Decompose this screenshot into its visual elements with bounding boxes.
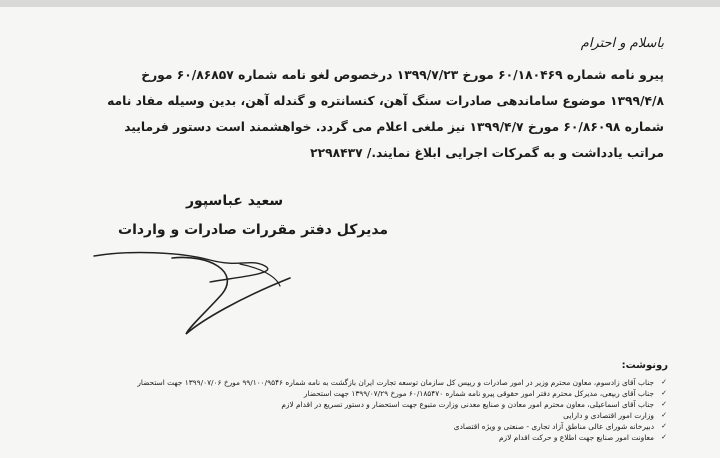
cc-item-text: جناب آقای ربیعی، مدیرکل محترم دفتر امور حقوقی پیرو نامه شماره ۶۰/۱۸۵۴۷۰ مورخ ۱۳۹۹/۰۷/۲۹ جهت استحضار	[303, 389, 654, 398]
signatory-title: مدیرکل دفتر مقررات صادرات و واردات	[118, 222, 389, 238]
letter-body	[54, 62, 664, 166]
cc-item	[68, 399, 668, 410]
greeting: باسلام و احترام	[580, 36, 664, 51]
body-line: شماره ۶۰/۸۶۰۹۸ مورخ ۱۳۹۹/۴/۷ نیز ملغی اعلام می گردد. خواهشمند است دستور فرمایید	[124, 120, 664, 134]
checkmark-icon: ✓	[661, 389, 667, 397]
checkmark-icon: ✓	[661, 433, 667, 441]
top-edge	[0, 0, 720, 7]
handwritten-signature	[90, 238, 320, 338]
cc-item-text: جناب آقای زادسوم، معاون محترم وزیر در امور صادرات و رییس کل سازمان توسعه تجارت ایران بازگشت به نامه شماره ۹۹/۱۰۰/۹۵۴۶ مورخ ۱۳۹۹/۰۷/۰۶ جهت استحضار	[137, 378, 654, 387]
body-line: مراتب یادداشت و به گمرکات اجرایی ابلاغ نمایند./ ۲۲۹۸۴۳۷	[310, 146, 664, 160]
cc-item	[68, 421, 668, 432]
cc-item-text: دبیرخانه شورای عالی مناطق آزاد تجاری - صنعتی و ویژه اقتصادی	[453, 422, 654, 431]
cc-item-text: معاونت امور صنایع جهت اطلاع و حرکت اقدام لازم	[498, 433, 654, 442]
cc-title: رونوشت:	[621, 360, 668, 371]
body-line: پیرو نامه شماره ۶۰/۱۸۰۴۶۹ مورخ ۱۳۹۹/۷/۲۳ درخصوص لغو نامه شماره ۶۰/۸۶۸۵۷ مورخ	[141, 68, 664, 82]
cc-item	[68, 388, 668, 399]
body-line: ۱۳۹۹/۴/۸ موضوع ساماندهی صادرات سنگ آهن، کنسانتره و گندله آهن، بدین وسیله مفاد نامه	[107, 94, 664, 108]
signatory-name: سعید عباسپور	[186, 193, 284, 209]
cc-item	[68, 377, 668, 388]
cc-item-text: وزارت امور اقتصادی و دارایی	[563, 411, 654, 420]
cc-section	[68, 360, 668, 443]
checkmark-icon: ✓	[661, 400, 667, 408]
checkmark-icon: ✓	[661, 422, 667, 430]
checkmark-icon: ✓	[661, 378, 667, 386]
cc-item-text: جناب آقای اسماعیلی، معاون محترم امور معادن و صنایع معدنی وزارت متبوع جهت استحضار و دستور تسریع در اقدام لازم	[281, 400, 654, 409]
cc-item	[68, 410, 668, 421]
cc-item	[68, 432, 668, 443]
checkmark-icon: ✓	[661, 411, 667, 419]
